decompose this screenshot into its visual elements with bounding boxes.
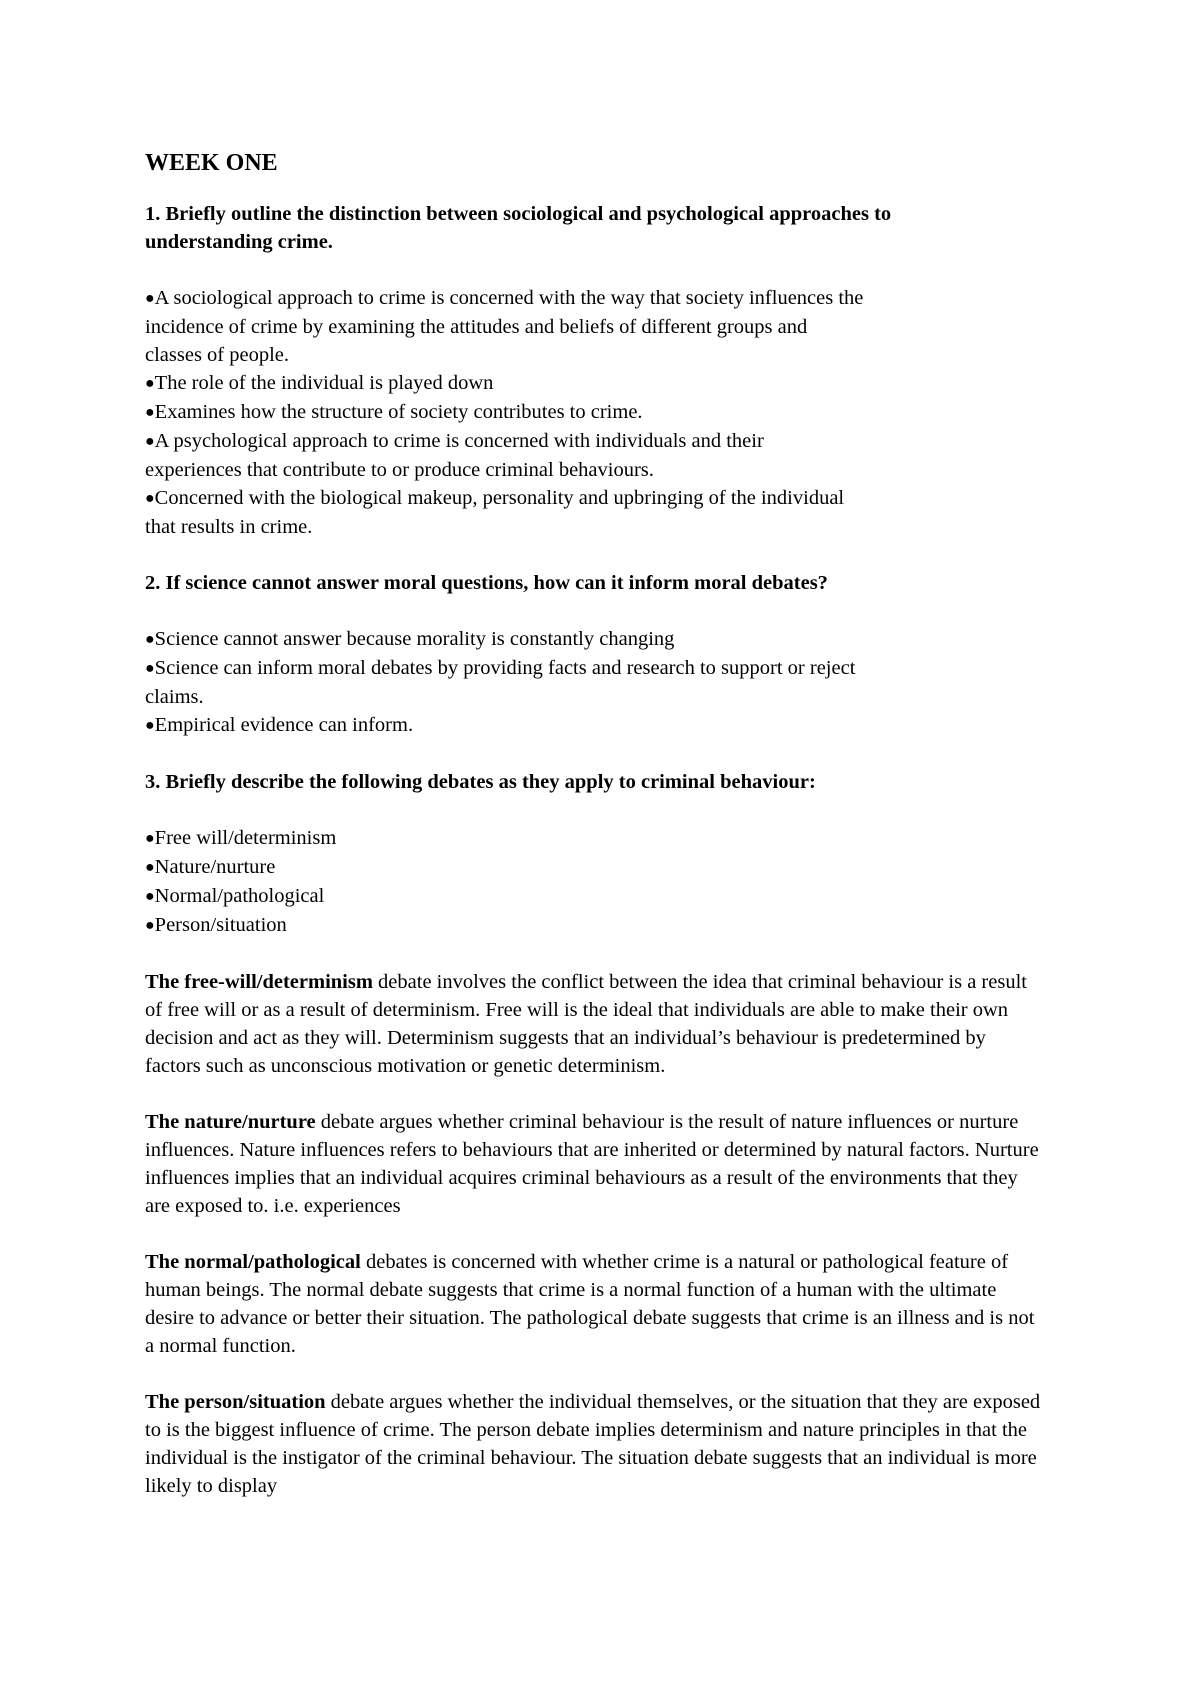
paragraph-text: debate involves the conflict between the idea that criminal behaviour is a result of free will or as a result of determinism. Free will is the ideal that individuals are able to make their own decision and act as they will. Determinism suggests that an individual’s behaviour is predetermined by factors such as unconscious motivation or genetic determinism.	[145, 971, 1027, 1077]
list-item: ●Free will/determinism	[145, 827, 337, 849]
list-item: ●Person/situation	[145, 914, 287, 936]
q3-bullet-list	[145, 824, 1080, 940]
bullet-icon: ●	[145, 660, 155, 677]
paragraph-term: The person/situation	[145, 1391, 326, 1413]
bullet-icon: ●	[145, 717, 155, 734]
question-1: 1. Briefly outline the distinction between sociological and psychological approaches to understanding crime.	[145, 203, 892, 253]
bullet-icon: ●	[145, 631, 155, 648]
list-item: ●A sociological approach to crime is concerned with the way that society influences the incidence of crime by examining the attitudes and beliefs of different groups and classes of people.	[145, 287, 864, 366]
q2-bullet-list	[145, 625, 865, 740]
bullet-icon: ●	[145, 917, 155, 934]
bullet-icon: ●	[145, 859, 155, 876]
bullet-icon: ●	[145, 404, 155, 421]
paragraph-free-will-determinism	[145, 968, 1045, 1080]
bullet-icon: ●	[145, 433, 155, 450]
list-item: ●The role of the individual is played down	[145, 372, 494, 394]
question-2: 2. If science cannot answer moral questions, how can it inform moral debates?	[145, 572, 828, 594]
paragraph-normal-pathological	[145, 1248, 1045, 1360]
list-item: ●Science cannot answer because morality is constantly changing	[145, 628, 675, 650]
q1-bullet-list	[145, 284, 865, 541]
paragraph-text: debate argues whether the individual themselves, or the situation that they are exposed to is the biggest influence of crime. The person debate implies determinism and nature principles in that the individual is the instigator of the criminal behaviour. The situation debate suggests that an individual is more likely to display	[145, 1391, 1041, 1497]
list-item: ●Science can inform moral debates by providing facts and research to support or reject claims.	[145, 657, 856, 708]
bullet-icon: ●	[145, 830, 155, 847]
list-item: ●Examines how the structure of society contributes to crime.	[145, 401, 643, 423]
paragraph-term: The nature/nurture	[145, 1111, 316, 1133]
list-item: ●Nature/nurture	[145, 856, 276, 878]
paragraph-person-situation	[145, 1388, 1045, 1500]
list-item: ●A psychological approach to crime is concerned with individuals and their experiences that contribute to or produce criminal behaviours.	[145, 430, 764, 481]
list-item: ●Empirical evidence can inform.	[145, 714, 414, 736]
paragraph-text: debate argues whether criminal behaviour is the result of nature influences or nurture influences. Nature influences refers to behaviours that are inherited or determined by natural factors. Nurture influences implies that an individual acquires criminal behaviours as a result of the environments that they are exposed to. i.e. experiences	[145, 1111, 1039, 1217]
bullet-icon: ●	[145, 490, 155, 507]
page-title: WEEK ONE	[145, 150, 278, 176]
paragraph-term: The free-will/determinism	[145, 971, 373, 993]
bullet-icon: ●	[145, 888, 155, 905]
paragraph-term: The normal/pathological	[145, 1251, 361, 1273]
list-item: ●Concerned with the biological makeup, personality and upbringing of the individual that results in crime.	[145, 487, 845, 538]
paragraph-nature-nurture	[145, 1108, 1045, 1220]
list-item: ●Normal/pathological	[145, 885, 325, 907]
paragraph-text: debates is concerned with whether crime is a natural or pathological feature of human beings. The normal debate suggests that crime is a normal function of a human with the ultimate desire to advance or better their situation. The pathological debate suggests that crime is an illness and is not a normal function.	[145, 1251, 1035, 1357]
bullet-icon: ●	[145, 290, 155, 307]
bullet-icon: ●	[145, 375, 155, 392]
question-3: 3. Briefly describe the following debates as they apply to criminal behaviour:	[145, 771, 816, 793]
